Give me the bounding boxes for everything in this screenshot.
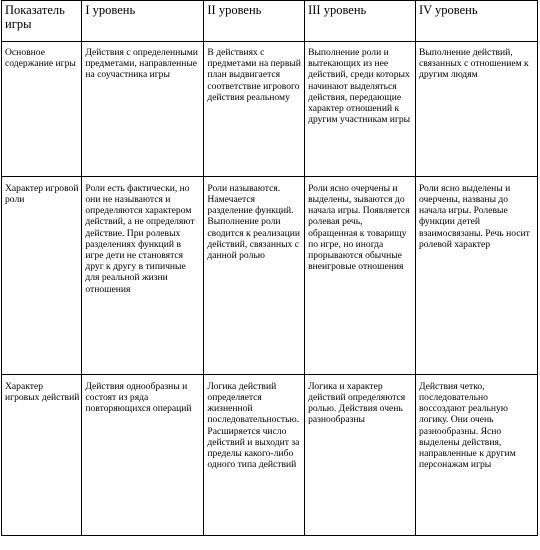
table-cell: Логика действий определяется жизненной последовательностью. Расширяется число действий и выходит за пределы какого-либо одного типа действий <box>204 374 305 535</box>
table-row <box>2 176 538 374</box>
header-indicator: Показатель игры <box>2 1 82 42</box>
table-cell: Логика и характер действий определяются ролью. Действия очень разнообразны <box>305 374 416 535</box>
table-row <box>2 42 538 177</box>
table-row <box>2 374 538 535</box>
table-cell: Роли ясно очерчены и выделены, зываются до начала игры. Появляется ролевая речь, обращенная к товарищу по игре, но иногда прорываются обычные внеигровые отношения <box>305 176 416 374</box>
table-cell: Действия четко, последовательно воссоздают реальную логику. Они очень разнообразны. Ясно выделены действия, направленные к другим персонажам игры <box>415 374 537 535</box>
table-cell: Выполнение действий, связанных с отношением к другим людям <box>415 42 537 177</box>
row-label-content: Основное содержание игры <box>2 42 82 177</box>
table-cell: Действия с определенными предметами, направленные на соучастника игры <box>82 42 204 177</box>
table-cell: Действия однообразны и состоят из ряда повторяющихся операций <box>82 374 204 535</box>
header-row <box>2 1 538 42</box>
row-label-actions: Характер игровых действий <box>2 374 82 535</box>
row-label-role: Характер игровой роли <box>2 176 82 374</box>
table-cell: В действиях с предметами на первый план выдвигается соответствие игрового действия реальному <box>204 42 305 177</box>
header-level-1: I уровень <box>82 1 204 42</box>
table-cell: Выполнение роли и вытекающих из нее действий, среди которых начинают выделяться действия, передающие характер отношений к другим участникам игры <box>305 42 416 177</box>
table-cell: Роли есть фактически, но они не называются и определяются характером действий, а не определяют действие. При ролевых разделениях функций в игре дети не становятся друг к другу в типичные для реальной жизни отношения <box>82 176 204 374</box>
header-level-4: IV уровень <box>415 1 537 42</box>
game-levels-table <box>1 0 538 536</box>
header-level-3: III уровень <box>305 1 416 42</box>
table-cell: Роли ясно выделены и очерчены, названы до начала игры. Ролевые функции детей взаимосвязаны. Речь носит ролевой характер <box>415 176 537 374</box>
header-level-2: II уровень <box>204 1 305 42</box>
table-cell: Роли называются. Намечается разделение функций. Выполнение роли сводится к реализации действий, связанных с данной ролью <box>204 176 305 374</box>
